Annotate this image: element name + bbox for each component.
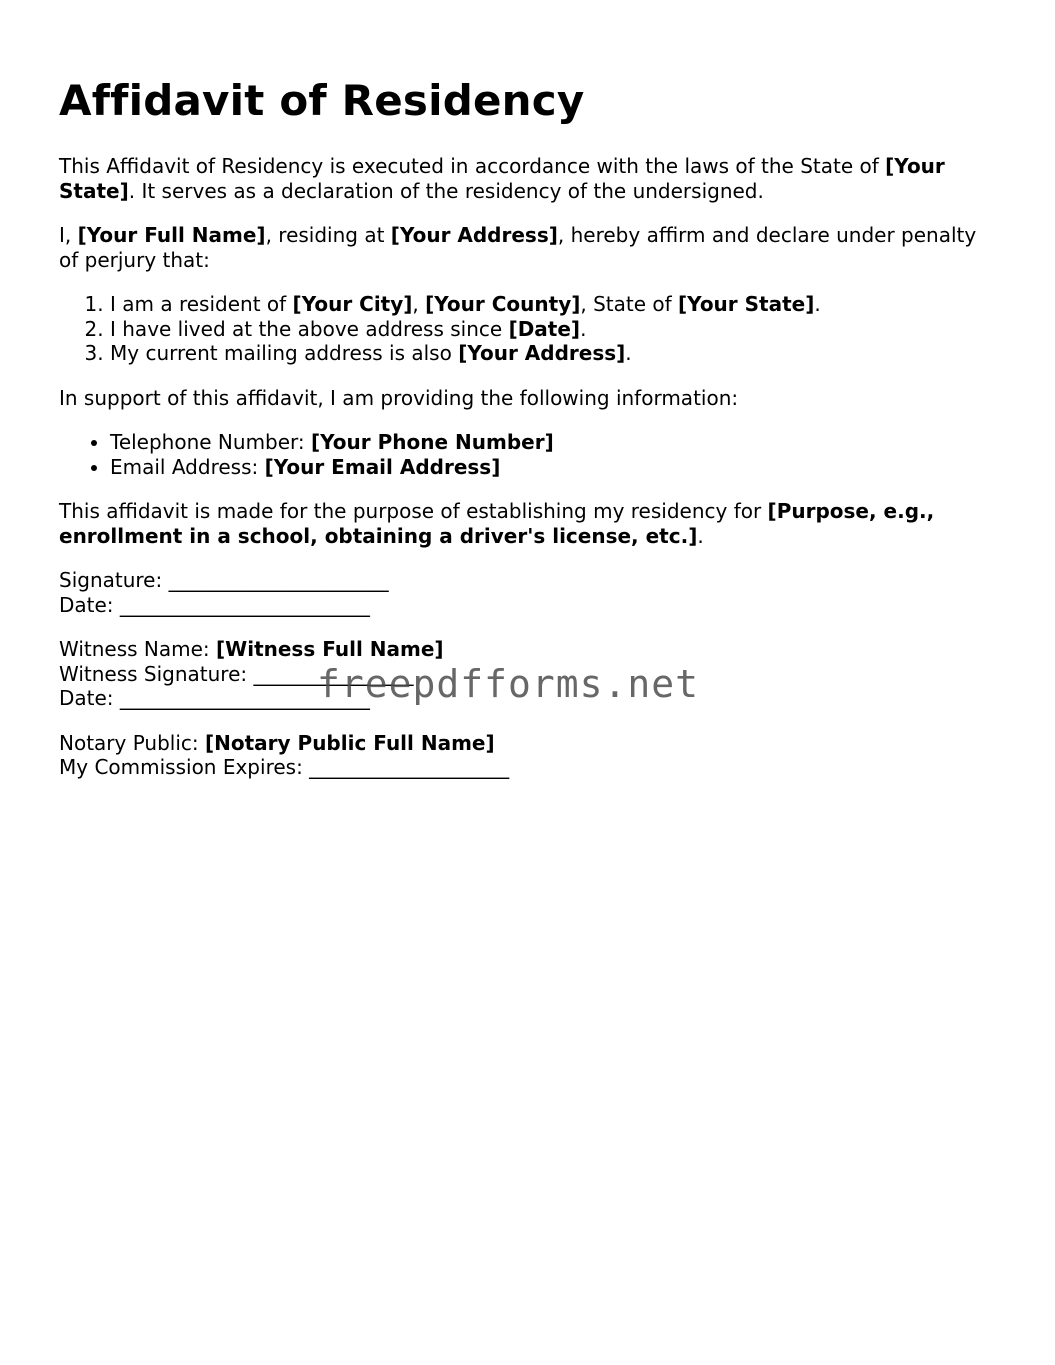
statements-list xyxy=(59,292,989,366)
notary-name-placeholder: [Notary Public Full Name] xyxy=(205,730,495,755)
address-placeholder: [Your Address] xyxy=(458,341,626,365)
support-paragraph: In support of this affidavit, I am providing the following information: xyxy=(59,385,739,410)
contact-item-phone xyxy=(110,430,989,455)
commission-expires-line: My Commission Expires: ____________________ xyxy=(59,755,510,779)
county-placeholder: [Your County] xyxy=(425,292,581,316)
signature-line: Signature: ______________________ xyxy=(59,568,389,592)
full-name-placeholder: [Your Full Name] xyxy=(77,223,266,247)
intro-text-end: . It serves as a declaration of the residency of the undersigned. xyxy=(128,178,764,203)
phone-placeholder: [Your Phone Number] xyxy=(311,430,554,454)
intro-paragraph xyxy=(59,154,989,203)
statement-text: I have lived at the above address since xyxy=(110,316,509,341)
contact-list xyxy=(59,430,989,479)
signature-block xyxy=(59,568,989,617)
email-placeholder: [Your Email Address] xyxy=(264,454,501,479)
purpose-text-end: . xyxy=(697,523,704,548)
watermark: freepdfforms.net xyxy=(317,662,700,706)
statement-text: , State of xyxy=(580,292,679,316)
state-placeholder: [Your State] xyxy=(59,154,945,203)
city-placeholder: [Your City] xyxy=(292,292,413,316)
signature-date-line: Date: _________________________ xyxy=(59,592,370,617)
date-placeholder: [Date] xyxy=(508,316,581,341)
declaration-text-end: , hereby affirm and declare under penalty of perjury that: xyxy=(59,223,977,272)
statement-text: . xyxy=(580,316,587,341)
witness-name-label: Witness Name: xyxy=(59,637,217,661)
address-placeholder: [Your Address] xyxy=(390,223,558,247)
declaration-paragraph xyxy=(59,223,989,272)
purpose-text: This affidavit is made for the purpose of establishing my residency for xyxy=(59,499,768,523)
contact-label: Email Address: xyxy=(110,454,265,479)
statement-item xyxy=(110,292,989,317)
declaration-text: , residing at xyxy=(265,223,391,247)
intro-text: This Affidavit of Residency is executed in accordance with the laws of the State of xyxy=(59,154,886,178)
statement-item xyxy=(110,317,989,342)
document-title: Affidavit of Residency xyxy=(59,76,585,125)
witness-date-line: Date: _________________________ xyxy=(59,686,370,710)
state-placeholder: [Your State] xyxy=(678,292,815,316)
purpose-placeholder: [Purpose, e.g., enrollment in a school, obtaining a driver's license, etc.] xyxy=(59,499,935,548)
statement-text: I am a resident of xyxy=(110,292,293,316)
witness-name-line xyxy=(59,637,989,662)
contact-label: Telephone Number: xyxy=(110,430,312,454)
statement-text: My current mailing address is also xyxy=(110,341,459,365)
statement-text: . xyxy=(625,341,632,365)
statement-text: . xyxy=(814,292,821,316)
purpose-paragraph xyxy=(59,499,989,548)
notary-block xyxy=(59,731,989,780)
notary-name-line xyxy=(59,731,989,756)
declaration-text: I, xyxy=(59,223,78,247)
contact-item-email xyxy=(110,455,989,480)
statement-item xyxy=(110,341,989,366)
notary-name-label: Notary Public: xyxy=(59,730,205,755)
witness-signature-line: Witness Signature: ________________ xyxy=(59,661,414,686)
witness-name-placeholder: [Witness Full Name] xyxy=(216,637,444,661)
statement-text: , xyxy=(412,292,426,316)
